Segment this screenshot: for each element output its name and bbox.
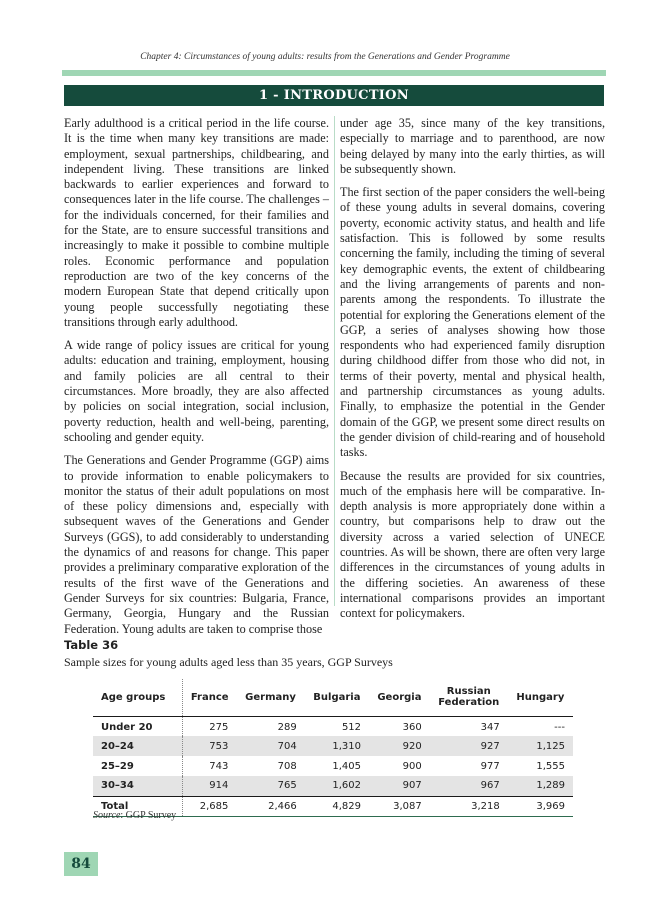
page-number: 84	[64, 852, 98, 876]
cell: 907	[369, 776, 430, 796]
cell: 289	[277, 721, 297, 733]
source-text: : GGP Survey	[120, 810, 177, 821]
section-title: 1 - INTRODUCTION	[64, 85, 604, 106]
cell: 708	[277, 760, 297, 772]
header-bulgaria: Bulgaria	[313, 691, 361, 703]
table-row	[93, 716, 573, 736]
cell: 900	[402, 760, 422, 772]
running-head: Chapter 4: Circumstances of young adults: results from the Generations and Gender Programme	[140, 52, 510, 62]
header-georgia: Georgia	[377, 691, 422, 703]
cell: 920	[369, 736, 430, 756]
header-france: France	[190, 691, 229, 703]
cell: 914	[183, 776, 237, 796]
table-header-row	[93, 679, 573, 716]
cell: 967	[430, 776, 508, 796]
table-row	[93, 736, 573, 756]
cell-age-group: 20–24	[93, 736, 183, 756]
cell: 1,289	[508, 776, 573, 796]
cell: 1,555	[536, 760, 565, 772]
source-label: Source	[93, 810, 121, 821]
cell: 1,310	[305, 736, 369, 756]
paragraph: Because the results are provided for six countries, much of the emphasis here will be comparative. In-depth analysis is more appropriately done within a country, but comparisons help to draw out the diversity across a varied selection of UNECE countries. As will be shown, there are often very large differences in the circumstances of young adults in the differing societies. An awareness of these international comparisons provides an important context for policymakers.	[340, 468, 605, 621]
cell: 743	[209, 760, 229, 772]
paragraph: The Generations and Gender Programme (GGP) aims to provide information to enable policymakers to monitor the status of their adult populations on most of these policy dimensions and, especially with subsequent waves of the Generations and Gender Surveys (GGS), to add considerably to understanding the dynamics of and reasons for change. This paper provides a preliminary comparative exploration of the results of the first wave of the Generations and Gender Surveys for six countries: Bulgaria, France, Germany, Georgia, Hungary and the Russian Federation. Young adults are taken to comprise those	[64, 453, 329, 636]
paragraph: Early adulthood is a critical period in the life course. It is the time when many key transitions are made: employment, sexual partnerships, childbearing, and independent living. These transitions are linked backwards to earlier experiences and forward to consequences later in the life course. The challenges – for the individuals concerned, for their families and for the State, are to ensure successful transitions and increasingly to make it possible to combine multiple roles. Economic performance and population reproduction are two of the key concerns of the modern European State that depend critically upon young people successfully negotiating these transitions through early adulthood.	[64, 116, 329, 329]
cell: 3,087	[393, 800, 422, 812]
header-hungary: Hungary	[516, 691, 565, 703]
cell: 977	[480, 760, 500, 772]
cell: 1,125	[508, 736, 573, 756]
cell: 1,602	[305, 776, 369, 796]
cell: 360	[402, 721, 422, 733]
cell: ---	[554, 721, 565, 733]
cell: 512	[341, 721, 362, 733]
cell: 275	[209, 721, 229, 733]
table-source	[93, 810, 176, 821]
cell: 753	[183, 736, 237, 756]
cell: 2,466	[268, 800, 297, 812]
cell: 3,218	[471, 800, 500, 812]
cell-age-group: 25–29	[93, 756, 183, 776]
table-row	[93, 776, 573, 796]
header-age-groups: Age groups	[93, 679, 183, 716]
header-rule	[62, 70, 606, 76]
cell: 347	[480, 721, 500, 733]
cell-age-group: 30–34	[93, 776, 183, 796]
cell: 4,829	[332, 800, 362, 812]
table-title: Table 36	[64, 638, 119, 652]
body-column-left	[64, 116, 329, 645]
cell: 2,685	[199, 800, 229, 812]
cell-age-group: Under 20	[93, 716, 183, 736]
column-divider	[334, 116, 335, 606]
paragraph: The first section of the paper considers the well-being of these young adults in several domains, covering poverty, economic activity status, and health and life satisfaction. This is followed by some results concerning the family, including the timing of several key demographic events, the extent of childbearing and the living arrangements of parents and non-parents among the respondents. To illustrate the potential for exploring the Generations element of the GGP, a series of analyses showing how those respondents who had experienced family disruption during childhood differ from those who did not, in terms of their poverty, mental and physical health, and partnership circumstances as young adults. Finally, to emphasize the potential in the Gender domain of the GGP, we present some direct results on the gender division of child-rearing and of household tasks.	[340, 185, 605, 460]
header-germany: Germany	[245, 691, 296, 703]
table-subtitle: Sample sizes for young adults aged less than 35 years, GGP Surveys	[64, 655, 393, 669]
cell: 765	[236, 776, 304, 796]
cell: 704	[236, 736, 304, 756]
cell: 3,969	[536, 800, 565, 812]
cell: 927	[430, 736, 508, 756]
body-column-right	[340, 116, 605, 630]
sample-size-table	[93, 679, 573, 817]
table-row	[93, 756, 573, 776]
header-russian-federation: Russian Federation	[438, 686, 500, 709]
paragraph: under age 35, since many of the key transitions, especially to marriage and to parenthood, are now being delayed by many into the early thirties, as will be subsequently shown.	[340, 116, 605, 176]
cell-total-label: Total	[93, 796, 183, 816]
paragraph: A wide range of policy issues are critical for young adults: education and training, employment, housing and family policies are all central to their circumstances. More broadly, they are also affected by policies on social integration, social inclusion, poverty reduction, health and well-being, parenting, schooling and gender equity.	[64, 338, 329, 444]
cell: 1,405	[332, 760, 362, 772]
